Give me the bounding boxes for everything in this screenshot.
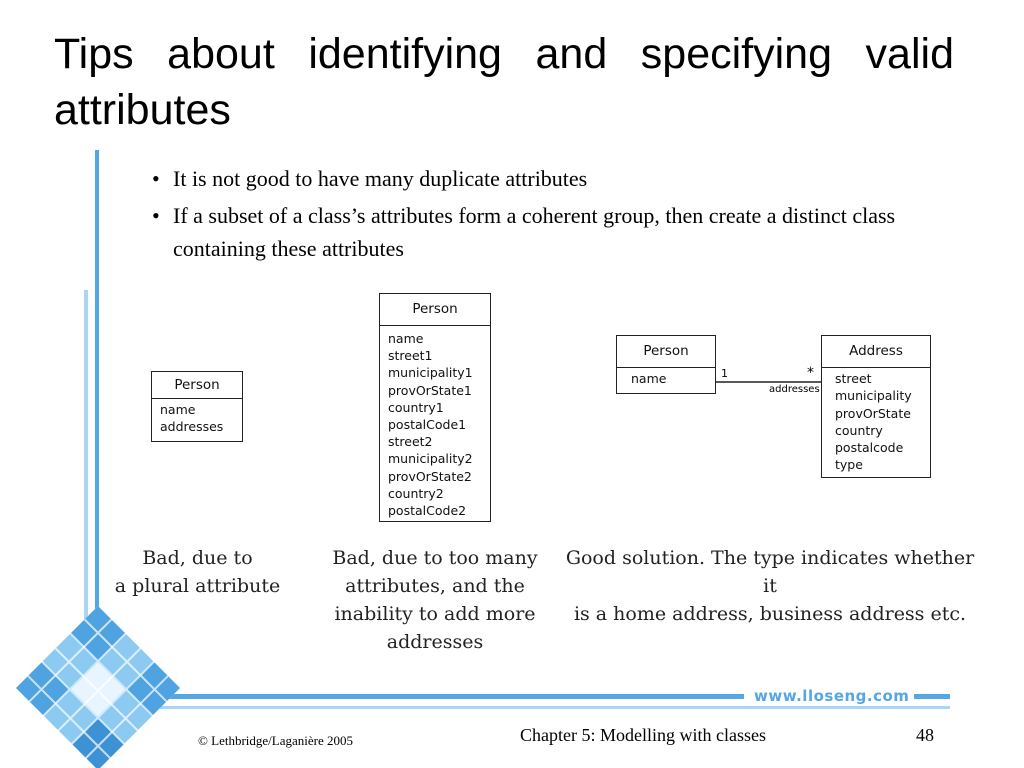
attribute: provOrState1 (388, 382, 472, 398)
attribute: provOrState2 (388, 468, 472, 484)
attribute: name (388, 331, 424, 346)
attribute-list (152, 399, 242, 438)
multiplicity-many: * (807, 365, 814, 381)
attribute: postalCode2 (388, 503, 467, 519)
class-name: Person (152, 372, 242, 399)
attribute: municipality (835, 388, 912, 404)
attribute: street (835, 371, 872, 386)
attribute-list (617, 368, 715, 389)
chapter-title: Chapter 5: Modelling with classes (520, 725, 766, 745)
attribute: name (160, 402, 196, 417)
attribute: type (835, 457, 863, 473)
slide-title: Tips about identifying and specifying valid attributes (54, 30, 954, 134)
diamond-logo (16, 606, 180, 768)
footer-accent-line-light (160, 706, 950, 709)
person-class-plural (151, 371, 243, 442)
attribute: postalCode1 (388, 417, 467, 433)
address-class (821, 335, 931, 478)
caption-line: inability to add more (334, 603, 536, 625)
attribute: provOrState (835, 405, 911, 421)
website-link[interactable]: www.lloseng.com (754, 687, 910, 705)
role-name: addresses (769, 384, 820, 395)
attribute: country2 (388, 485, 444, 501)
attribute-list (380, 326, 490, 521)
class-name: Address (822, 336, 930, 368)
bullet-list (152, 162, 952, 265)
caption-line: Good solution. The type indicates whether it (565, 547, 975, 597)
attribute: municipality2 (388, 451, 473, 467)
caption-good (560, 544, 980, 628)
attribute: street2 (388, 434, 433, 450)
bullet-item: • It is not good to have many duplicate attributes (152, 162, 952, 195)
caption-line: is a home address, business address etc. (573, 603, 967, 625)
caption-line: attributes, and the (345, 575, 525, 597)
multiplicity-one: 1 (721, 367, 728, 380)
caption-line: a plural attribute (114, 575, 281, 597)
attribute-list (822, 368, 930, 476)
attribute: street1 (388, 348, 433, 364)
footer-accent-line-short (914, 694, 950, 699)
caption-line: addresses (386, 631, 484, 653)
bullet-item: • If a subset of a class’s attributes form a coherent group, then create a distinct class containing these attributes (152, 199, 952, 265)
person-class-many (379, 293, 491, 522)
copyright: © Lethbridge/Laganière 2005 (198, 733, 353, 748)
attribute: postalcode (835, 440, 904, 456)
caption-line: Bad, due to (142, 547, 253, 569)
caption-bad-many (325, 544, 545, 656)
class-name: Person (380, 294, 490, 326)
vertical-accent-bar (95, 150, 99, 620)
class-name: Person (617, 336, 715, 368)
attribute: municipality1 (388, 365, 473, 381)
footer-accent-line (160, 694, 744, 699)
vertical-accent-bar-light (84, 290, 88, 630)
attribute: addresses (160, 419, 224, 435)
caption-line: Bad, due to too many (332, 547, 538, 569)
caption-bad-plural (110, 544, 285, 600)
attribute: country (835, 422, 883, 438)
attribute: name (631, 371, 667, 386)
person-class-good (616, 335, 716, 394)
page-number: 48 (916, 725, 934, 745)
attribute: country1 (388, 399, 444, 415)
